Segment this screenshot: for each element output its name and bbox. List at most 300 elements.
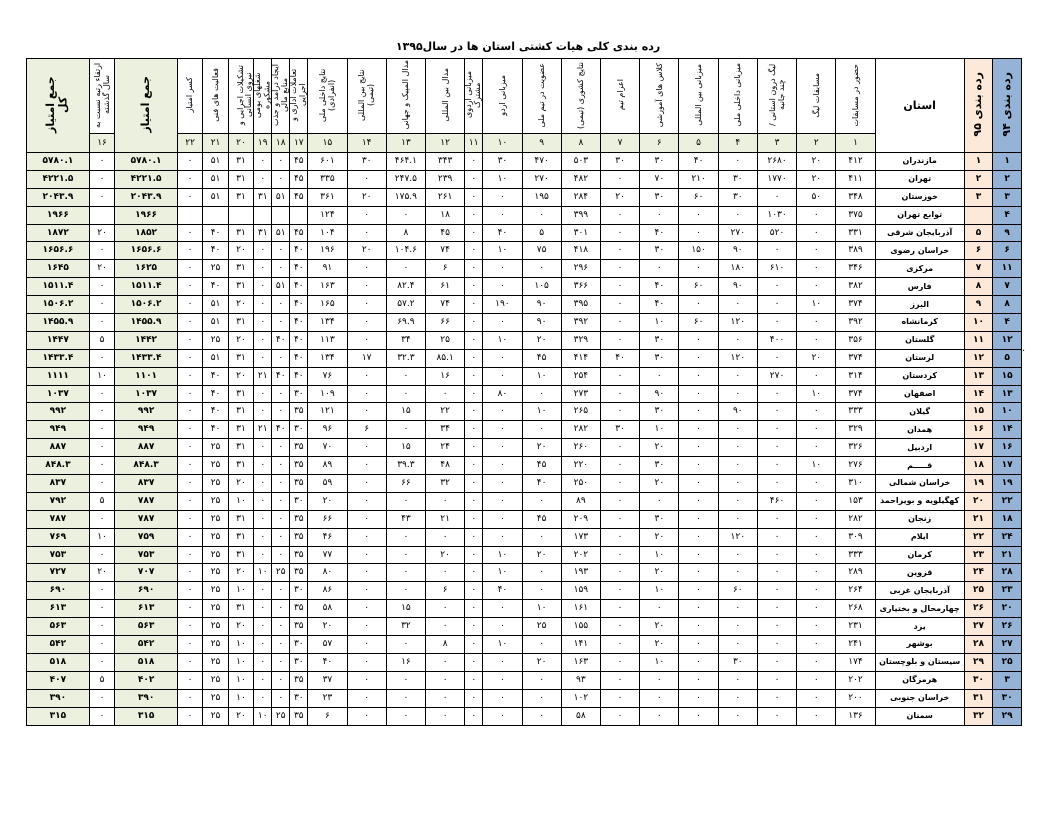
cell-c1: ۳۸۲ <box>836 278 875 296</box>
cell-c16: ۱۰ <box>89 367 114 385</box>
col-header-r95 <box>964 59 993 153</box>
cell-c18: ۰ <box>272 636 290 654</box>
cell-c22: ۰ <box>177 546 202 564</box>
cell-r94: ۷ <box>993 278 1022 296</box>
cell-c7: ۰ <box>600 457 639 475</box>
cell-c10: ۰ <box>483 260 522 278</box>
cell-c21: ۵۱ <box>203 153 228 171</box>
cell-c20: ۳۱ <box>228 510 253 528</box>
col-number-c9: ۹ <box>522 134 561 153</box>
cell-c10: ۰ <box>483 206 522 224</box>
cell-c15: ۲۳ <box>308 689 347 707</box>
col-header-c6 <box>640 59 679 134</box>
cell-c2: ۰ <box>797 689 836 707</box>
cell-c12: ۰ <box>426 653 465 671</box>
cell-c8: ۲۰۹ <box>561 510 600 528</box>
cell-c19: ۰ <box>254 492 272 510</box>
cell-c13: ۰ <box>386 546 425 564</box>
cell-c20: ۳۱ <box>228 260 253 278</box>
cell-sum: ۱۴۳۳.۴ <box>115 349 178 367</box>
cell-c9: ۱۰۵ <box>522 278 561 296</box>
cell-c1: ۲۰۰ <box>836 689 875 707</box>
cell-c14: ۱۷ <box>347 349 386 367</box>
cell-c19: ۰ <box>254 153 272 171</box>
cell-c12: ۸ <box>426 636 465 654</box>
cell-c19: ۰ <box>254 475 272 493</box>
cell-c15: ۸۰ <box>308 564 347 582</box>
cell-c16: ۰ <box>89 636 114 654</box>
cell-c18: ۰ <box>272 385 290 403</box>
cell-c7: ۰ <box>600 653 639 671</box>
col-number-c4: ۴ <box>718 134 757 153</box>
cell-c7: ۰ <box>600 260 639 278</box>
cell-c5: ۰ <box>679 206 718 224</box>
cell-c17: ۴۵ <box>290 170 308 188</box>
cell-r95: ۲ <box>964 170 993 188</box>
cell-name: مازندران <box>875 153 964 171</box>
col-header-c16 <box>89 59 114 134</box>
cell-c20: ۳۱ <box>228 153 253 171</box>
cell-r95: ۱۶ <box>964 421 993 439</box>
cell-c11: ۰ <box>465 457 483 475</box>
cell-c21: ۵۱ <box>203 170 228 188</box>
cell-name: توابع تهران <box>875 206 964 224</box>
cell-c17: ۳۵ <box>290 546 308 564</box>
cell-c12: ۴۵ <box>426 224 465 242</box>
cell-total: ۷۹۲ <box>27 492 90 510</box>
table-row <box>27 260 1022 278</box>
col-header-label: نتایج داخلی ملی (انفرادی) <box>318 68 337 122</box>
cell-c17: ۳۵ <box>290 707 308 725</box>
cell-c18 <box>272 206 290 224</box>
cell-c13: ۱۵ <box>386 439 425 457</box>
cell-c8: ۳۹۲ <box>561 314 600 332</box>
cell-c7: ۰ <box>600 314 639 332</box>
cell-c12: ۰ <box>426 689 465 707</box>
cell-c13: ۳۴ <box>386 331 425 349</box>
cell-c6: ۰ <box>640 492 679 510</box>
cell-c17: ۳۵ <box>290 671 308 689</box>
cell-c10: ۸۰ <box>483 385 522 403</box>
cell-c8: ۲۸۲ <box>561 421 600 439</box>
cell-c16: ۰ <box>89 439 114 457</box>
cell-c21: ۲۵ <box>203 653 228 671</box>
cell-c5: ۰ <box>679 475 718 493</box>
col-header-label: رده بندی ۹۵ <box>971 72 985 137</box>
cell-c13: ۰ <box>386 367 425 385</box>
cell-c14: ۰ <box>347 600 386 618</box>
cell-c7: ۰ <box>600 689 639 707</box>
cell-c5: ۰ <box>679 564 718 582</box>
cell-c4: ۰ <box>718 689 757 707</box>
cell-c4: ۰ <box>718 492 757 510</box>
cell-c10: ۱۰ <box>483 331 522 349</box>
cell-c14: ۰ <box>347 475 386 493</box>
cell-sum: ۱۶۵۶.۶ <box>115 242 178 260</box>
cell-c19: ۰ <box>254 242 272 260</box>
cell-c11: ۰ <box>465 170 483 188</box>
cell-c12: ۶ <box>426 260 465 278</box>
table-row <box>27 188 1022 206</box>
cell-c21: ۴۰ <box>203 403 228 421</box>
cell-c20: ۳۱ <box>228 314 253 332</box>
cell-total: ۵۴۲ <box>27 636 90 654</box>
cell-total: ۱۹۶۶ <box>27 206 90 224</box>
cell-r95: ۲۷ <box>964 618 993 636</box>
cell-c1: ۴۱۲ <box>836 153 875 171</box>
cell-c4: ۰ <box>718 153 757 171</box>
cell-c22: ۰ <box>177 600 202 618</box>
cell-c14: ۰ <box>347 403 386 421</box>
cell-c21: ۲۵ <box>203 492 228 510</box>
cell-c7: ۳۰ <box>600 153 639 171</box>
cell-c1: ۳۳۳ <box>836 546 875 564</box>
cell-c22: ۰ <box>177 153 202 171</box>
cell-c10: ۱۹۰ <box>483 296 522 314</box>
cell-c7: ۰ <box>600 618 639 636</box>
cell-c6: ۰ <box>640 367 679 385</box>
table-row <box>27 475 1022 493</box>
cell-r94: ۲۲ <box>993 492 1022 510</box>
cell-c19: ۱۰ <box>254 564 272 582</box>
cell-c11: ۰ <box>465 546 483 564</box>
col-number-c11: ۱۱ <box>465 134 483 153</box>
cell-name: خوزستان <box>875 188 964 206</box>
cell-c8: ۱۶۱ <box>561 600 600 618</box>
cell-sum: ۸۴۸.۳ <box>115 457 178 475</box>
cell-r95: ۱۱ <box>964 331 993 349</box>
cell-c16: ۵ <box>89 492 114 510</box>
cell-c9: ۴۵ <box>522 510 561 528</box>
cell-c8: ۳۹۵ <box>561 296 600 314</box>
cell-c21: ۴۰ <box>203 421 228 439</box>
stray-mark: . <box>1022 343 1026 354</box>
cell-c11: ۰ <box>465 242 483 260</box>
cell-c10: ۰ <box>483 707 522 725</box>
cell-c20: ۳۱ <box>228 224 253 242</box>
cell-c17: ۳۰ <box>290 689 308 707</box>
cell-c9: ۰ <box>522 528 561 546</box>
cell-r95: ۱ <box>964 153 993 171</box>
cell-r94: ۲۳ <box>993 582 1022 600</box>
cell-c6: ۳۰ <box>640 242 679 260</box>
cell-c3: ۰ <box>757 582 796 600</box>
cell-c16: ۰ <box>89 153 114 171</box>
cell-c17: ۳۵ <box>290 564 308 582</box>
cell-c22 <box>177 206 202 224</box>
cell-c5: ۰ <box>679 671 718 689</box>
cell-c19: ۰ <box>254 582 272 600</box>
cell-c20: ۳۱ <box>228 349 253 367</box>
cell-r94: ۱۱ <box>993 260 1022 278</box>
cell-c15: ۱۳۴ <box>308 314 347 332</box>
cell-c4: ۰ <box>718 206 757 224</box>
cell-c17: ۴۰ <box>290 242 308 260</box>
cell-c1: ۲۶۴ <box>836 582 875 600</box>
col-header-c22 <box>177 59 202 134</box>
cell-sum: ۱۶۲۵ <box>115 260 178 278</box>
cell-c2: ۱۰ <box>797 385 836 403</box>
cell-c17: ۴۰ <box>290 349 308 367</box>
table-row <box>27 224 1022 242</box>
cell-c18: ۲۵ <box>272 707 290 725</box>
cell-c3: ۰ <box>757 188 796 206</box>
cell-r95: ۲۲ <box>964 528 993 546</box>
cell-c11: ۰ <box>465 439 483 457</box>
cell-c9: ۱۰ <box>522 367 561 385</box>
cell-r94: ۱ <box>993 153 1022 171</box>
cell-c11: ۰ <box>465 582 483 600</box>
cell-c2: ۱۰ <box>797 457 836 475</box>
cell-c10: ۰ <box>483 314 522 332</box>
cell-c9: ۴۰ <box>522 475 561 493</box>
cell-c22: ۰ <box>177 421 202 439</box>
cell-c16: ۲۰ <box>89 224 114 242</box>
cell-c9: ۲۰ <box>522 331 561 349</box>
cell-c4: ۰ <box>718 367 757 385</box>
cell-c19: ۰ <box>254 403 272 421</box>
cell-c16: ۵ <box>89 331 114 349</box>
cell-c1: ۳۴۸ <box>836 188 875 206</box>
cell-c8: ۹۳ <box>561 671 600 689</box>
cell-c13: ۵۷.۲ <box>386 296 425 314</box>
cell-c15: ۴۶ <box>308 528 347 546</box>
cell-c18: ۰ <box>272 671 290 689</box>
cell-c22: ۰ <box>177 492 202 510</box>
cell-c2: ۲۰ <box>797 170 836 188</box>
cell-c18: ۰ <box>272 528 290 546</box>
cell-c11: ۰ <box>465 188 483 206</box>
cell-c5: ۱۵۰ <box>679 242 718 260</box>
cell-c12: ۲۲ <box>426 403 465 421</box>
cell-c21: ۲۵ <box>203 636 228 654</box>
cell-c13: ۸۲.۴ <box>386 278 425 296</box>
cell-c16: ۰ <box>89 242 114 260</box>
cell-c19: ۰ <box>254 618 272 636</box>
cell-c4: ۲۷۰ <box>718 224 757 242</box>
cell-c10: ۱۰ <box>483 242 522 260</box>
table-row <box>27 403 1022 421</box>
cell-c3: ۰ <box>757 242 796 260</box>
cell-c6: ۲۰ <box>640 618 679 636</box>
cell-c17: ۴۰ <box>290 367 308 385</box>
cell-c13: ۳۲.۳ <box>386 349 425 367</box>
cell-c2: ۰ <box>797 206 836 224</box>
cell-c14: ۶ <box>347 421 386 439</box>
col-header-label: تشکیلات اجرایی و <box>236 64 246 126</box>
col-header-c12 <box>426 59 465 134</box>
cell-c10: ۰ <box>483 618 522 636</box>
cell-c9: ۱۰ <box>522 403 561 421</box>
cell-r95: ۱۸ <box>964 457 993 475</box>
cell-c12: ۲۴ <box>426 439 465 457</box>
cell-r94: ۱۴ <box>993 421 1022 439</box>
cell-c2: ۰ <box>797 510 836 528</box>
table-row <box>27 618 1022 636</box>
cell-c10: ۴۰ <box>483 224 522 242</box>
cell-c12: ۱۸ <box>426 206 465 224</box>
cell-c16: ۰ <box>89 510 114 528</box>
cell-c2: ۰ <box>797 278 836 296</box>
cell-c5: ۲۱۰ <box>679 170 718 188</box>
col-number-c7: ۷ <box>600 134 639 153</box>
cell-r94: ۲۶ <box>993 618 1022 636</box>
cell-c10: ۰ <box>483 600 522 618</box>
cell-c21: ۲۵ <box>203 618 228 636</box>
col-header-total <box>27 59 90 153</box>
cell-c12: ۰ <box>426 528 465 546</box>
cell-total: ۲۰۴۳.۹ <box>27 188 90 206</box>
table-row <box>27 528 1022 546</box>
cell-c21: ۵۱ <box>203 296 228 314</box>
cell-c7: ۰ <box>600 367 639 385</box>
cell-c6: ۳۰ <box>640 349 679 367</box>
col-number-c16: ۱۶ <box>89 134 114 153</box>
cell-name: چهارمحال و بختیاری <box>875 600 964 618</box>
cell-sum: ۲۰۴۳.۹ <box>115 188 178 206</box>
cell-sum: ۶۹۰ <box>115 582 178 600</box>
cell-c19: ۰ <box>254 600 272 618</box>
cell-c2: ۱۰ <box>797 296 836 314</box>
cell-c22: ۰ <box>177 367 202 385</box>
cell-c16: ۱۰ <box>89 528 114 546</box>
cell-c22: ۰ <box>177 707 202 725</box>
cell-total: ۱۸۷۲ <box>27 224 90 242</box>
cell-c4: ۰ <box>718 600 757 618</box>
cell-c21: ۵۱ <box>203 188 228 206</box>
cell-c2: ۲۰ <box>797 349 836 367</box>
cell-c3: ۰ <box>757 636 796 654</box>
cell-c11: ۰ <box>465 707 483 725</box>
cell-r94: ۲۴ <box>993 528 1022 546</box>
cell-c3: ۴۰۰ <box>757 331 796 349</box>
cell-c19: ۰ <box>254 636 272 654</box>
col-header-label: رده بندی ۹۴ <box>999 72 1013 137</box>
cell-r95: ۳۲ <box>964 707 993 725</box>
cell-r94: ۳ <box>993 188 1022 206</box>
cell-c17: ۳۵ <box>290 457 308 475</box>
cell-c6: ۱۰ <box>640 653 679 671</box>
col-header-c8 <box>561 59 600 134</box>
cell-c7: ۰ <box>600 296 639 314</box>
cell-c5: ۰ <box>679 260 718 278</box>
cell-c15: ۱۰۹ <box>308 385 347 403</box>
cell-c5: ۶۰ <box>679 314 718 332</box>
cell-c15: ۷۶ <box>308 367 347 385</box>
cell-c17: ۴۵ <box>290 153 308 171</box>
cell-c20: ۱۰ <box>228 636 253 654</box>
cell-c12: ۰ <box>426 707 465 725</box>
cell-c11: ۰ <box>465 403 483 421</box>
cell-c19: ۰ <box>254 671 272 689</box>
cell-sum: ۷۸۷ <box>115 510 178 528</box>
table-row <box>27 546 1022 564</box>
cell-c19: ۰ <box>254 260 272 278</box>
cell-sum: ۷۵۹ <box>115 528 178 546</box>
cell-c13: ۶۹.۹ <box>386 314 425 332</box>
cell-c15: ۸۹ <box>308 457 347 475</box>
cell-total: ۵۶۳ <box>27 618 90 636</box>
cell-total: ۱۶۵۶.۶ <box>27 242 90 260</box>
cell-c5: ۰ <box>679 224 718 242</box>
cell-c4: ۳۰ <box>718 170 757 188</box>
cell-c10: ۰ <box>483 278 522 296</box>
cell-c16: ۰ <box>89 707 114 725</box>
cell-c3: ۰ <box>757 564 796 582</box>
cell-c1: ۲۴۱ <box>836 636 875 654</box>
col-header-label: جمع امتیاز کل <box>44 76 70 133</box>
cell-c3: ۰ <box>757 707 796 725</box>
cell-c3: ۵۲۰ <box>757 224 796 242</box>
cell-total: ۱۶۴۵ <box>27 260 90 278</box>
cell-r95: ۲۶ <box>964 600 993 618</box>
cell-name: گیلان <box>875 403 964 421</box>
cell-r94: ۶ <box>993 242 1022 260</box>
cell-c1: ۱۷۴ <box>836 653 875 671</box>
cell-c14: ۲۰ <box>347 242 386 260</box>
col-header-label: استان <box>903 99 936 112</box>
cell-c20: ۱۰ <box>228 492 253 510</box>
cell-c10: ۰ <box>483 689 522 707</box>
cell-c3: ۰ <box>757 600 796 618</box>
cell-c19: ۰ <box>254 314 272 332</box>
cell-c1: ۳۷۴ <box>836 296 875 314</box>
cell-name: کرمان <box>875 546 964 564</box>
cell-c13: ۰ <box>386 260 425 278</box>
cell-c18: ۰ <box>272 260 290 278</box>
cell-name: فارس <box>875 278 964 296</box>
cell-c21: ۲۵ <box>203 331 228 349</box>
col-header-label: فعالیت های فنی <box>210 68 220 122</box>
cell-total: ۵۷۸۰.۱ <box>27 153 90 171</box>
cell-c20 <box>228 206 253 224</box>
table-row <box>27 153 1022 171</box>
cell-r94: ۱۵ <box>993 367 1022 385</box>
cell-c16: ۰ <box>89 170 114 188</box>
cell-c5: ۰ <box>679 582 718 600</box>
cell-c17: ۴۰ <box>290 278 308 296</box>
cell-c3: ۴۶۰ <box>757 492 796 510</box>
cell-c3: ۰ <box>757 475 796 493</box>
table-row <box>27 636 1022 654</box>
cell-c14: ۰ <box>347 689 386 707</box>
cell-name: سمنان <box>875 707 964 725</box>
cell-c22: ۰ <box>177 403 202 421</box>
col-header-label: حضور در مسابقات <box>850 63 860 127</box>
cell-c4: ۰ <box>718 421 757 439</box>
table-row <box>27 564 1022 582</box>
table-row <box>27 242 1022 260</box>
cell-c3: ۶۱۰ <box>757 260 796 278</box>
cell-c22: ۰ <box>177 349 202 367</box>
col-header-c2 <box>797 59 836 134</box>
col-header-label: میزبانی اردوی مشترک <box>463 71 483 119</box>
cell-c14: ۰ <box>347 510 386 528</box>
cell-c12: ۶۱ <box>426 278 465 296</box>
cell-c7: ۰ <box>600 707 639 725</box>
cell-c14: ۰ <box>347 278 386 296</box>
cell-r94: ۲۸ <box>993 564 1022 582</box>
cell-name: کهگیلویه و بویراحمد <box>875 492 964 510</box>
cell-c17: ۳۰ <box>290 636 308 654</box>
cell-c15: ۲۰ <box>308 492 347 510</box>
table-row <box>27 582 1022 600</box>
cell-total: ۷۸۷ <box>27 510 90 528</box>
cell-r94: ۴ <box>993 314 1022 332</box>
cell-r95: ۲۵ <box>964 582 993 600</box>
cell-c14: ۰ <box>347 367 386 385</box>
cell-name: لرستان <box>875 349 964 367</box>
